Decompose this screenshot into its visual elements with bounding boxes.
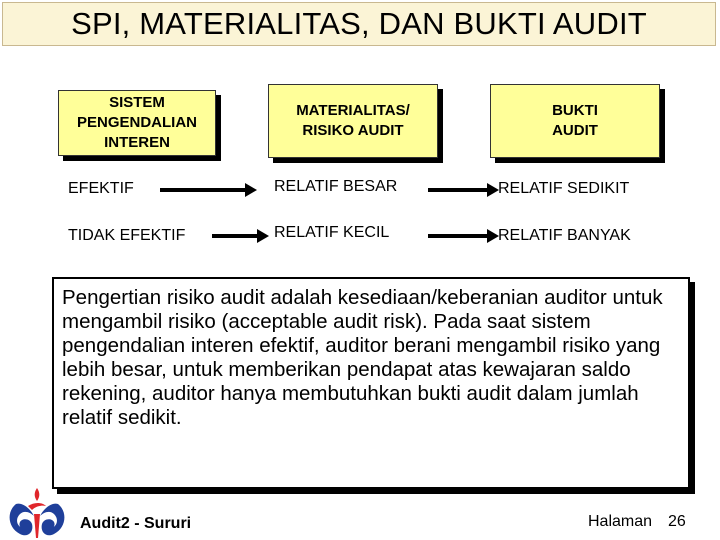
header-materialitas: MATERIALITAS/ RISIKO AUDIT	[268, 84, 438, 158]
row1-arrow-2	[428, 188, 488, 192]
row1-spi: EFEKTIF	[68, 180, 134, 197]
university-logo-icon	[4, 484, 70, 540]
description-box: Pengertian risiko audit adalah kesediaan/keberanian auditor untuk mengambil risiko (acceptable audit risk). Pada saat sistem pengendalian interen efektif, auditor berani mengambil risiko yang lebih besar, untuk memberikan pendapat atas kewajaran saldo rekening, auditor hanya membutuhkan bukti audit dalam jumlah relatif sedikit.	[52, 277, 690, 489]
footer-course-author: Audit2 - Sururi	[80, 515, 192, 532]
row2-arrow-2	[428, 234, 488, 238]
row1-arrow-1	[160, 188, 246, 192]
header-sistem-pengendalian: SISTEM PENGENDALIAN INTEREN	[58, 90, 216, 156]
row2-evidence: RELATIF BANYAK	[498, 227, 631, 244]
row2-spi: TIDAK EFEKTIF	[68, 227, 186, 244]
header-bukti-audit: BUKTI AUDIT	[490, 84, 660, 158]
row1-evidence: RELATIF SEDIKIT	[498, 180, 630, 197]
row2-risk: RELATIF KECIL	[274, 224, 390, 241]
row2-arrow-1	[212, 234, 258, 238]
footer-page-number: 26	[668, 513, 686, 530]
slide-title: SPI, MATERIALITAS, DAN BUKTI AUDIT	[2, 2, 716, 46]
footer-page-label: Halaman	[588, 513, 653, 530]
row1-risk: RELATIF BESAR	[274, 178, 398, 195]
